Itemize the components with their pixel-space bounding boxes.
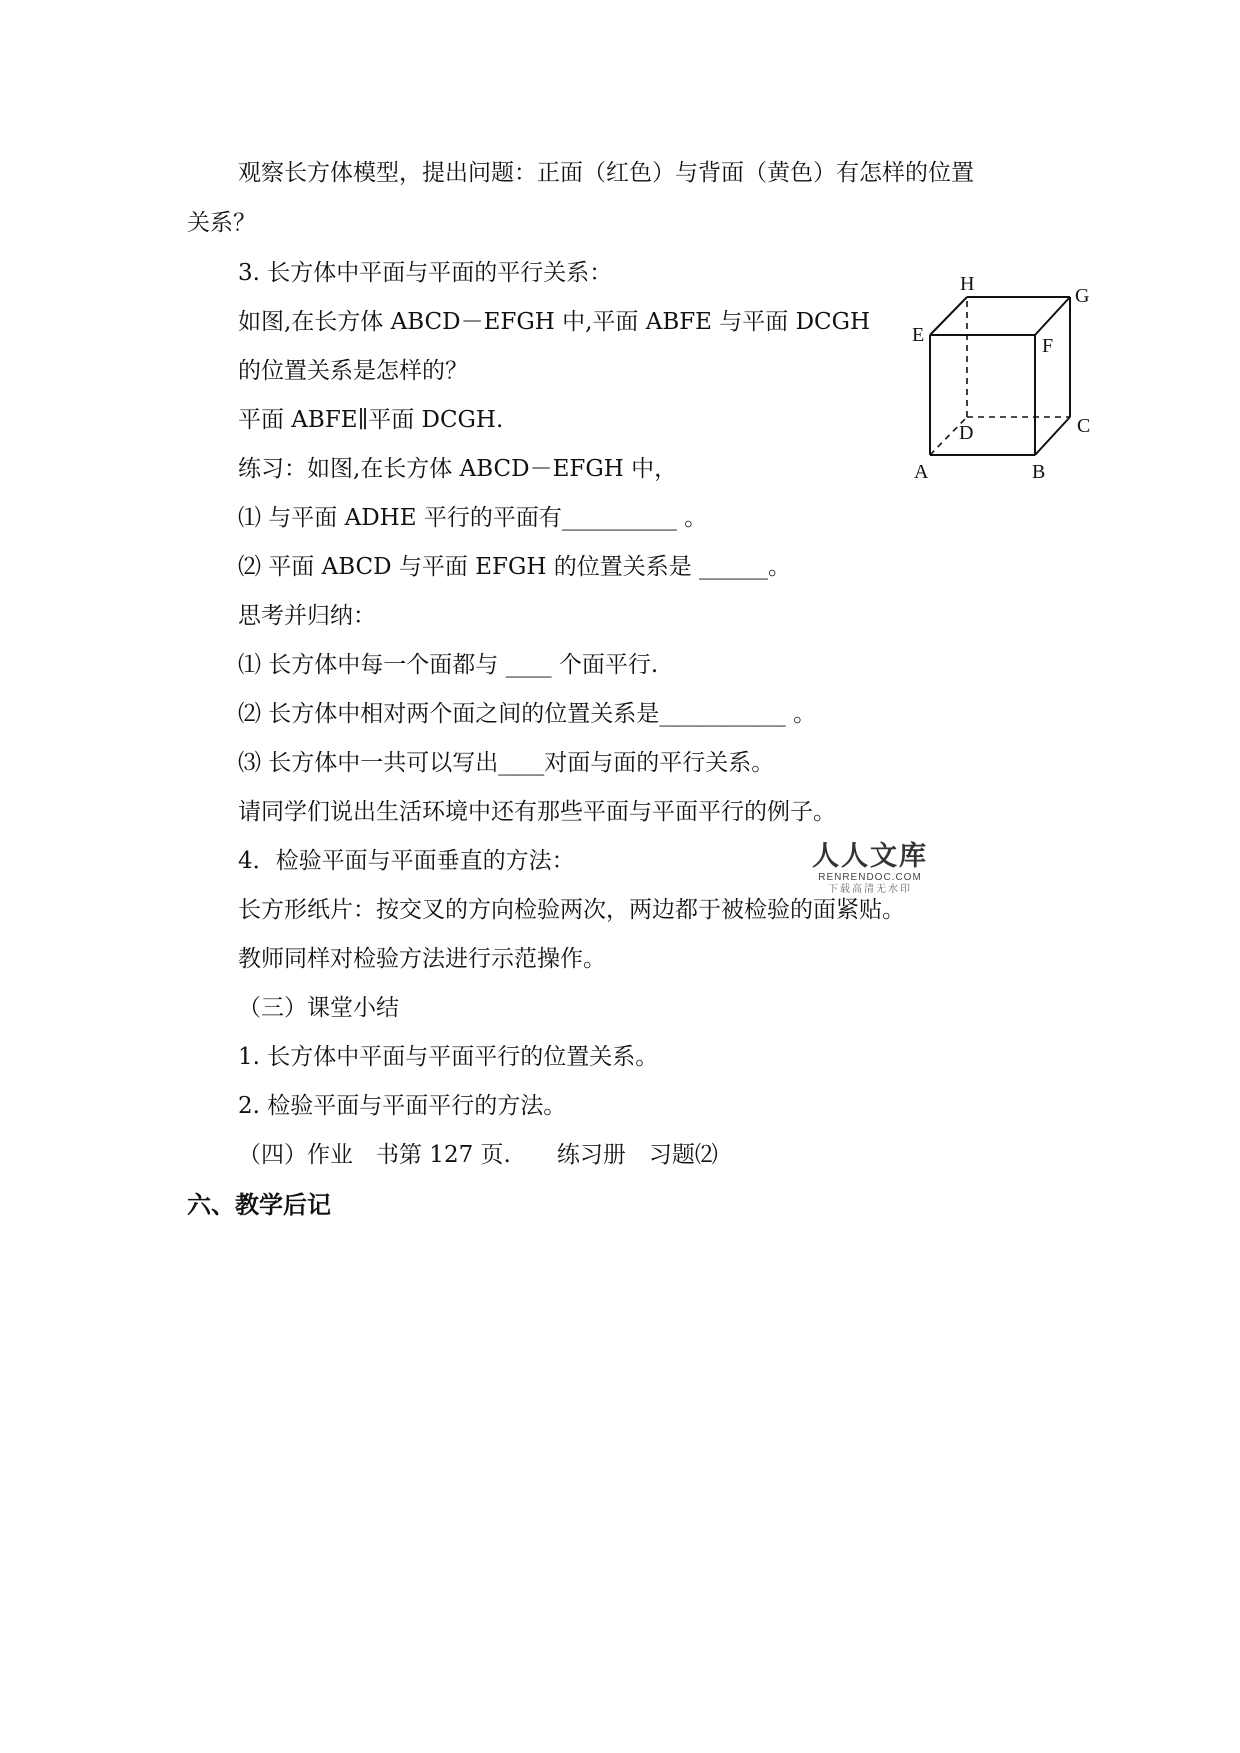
paragraph-line-2: 关系？ xyxy=(187,210,256,236)
vertex-label-H: H xyxy=(960,273,975,295)
summary-item-1: 1. 长方体中平面与平面平行的位置关系。 xyxy=(238,1044,659,1070)
vertex-label-C: C xyxy=(1077,415,1091,437)
edge-FG xyxy=(1035,297,1070,335)
vertex-label-A: A xyxy=(914,461,929,483)
section-4-title: 4．检验平面与平面垂直的方法： xyxy=(238,848,575,874)
exercise-item-2: ⑵ 平面 ABCD 与平面 EFGH 的位置关系是 ______。 xyxy=(238,554,792,580)
vertex-label-G: G xyxy=(1075,285,1090,307)
homework-line: （四）作业 书第 127 页. 练习册 习题⑵ xyxy=(238,1142,718,1168)
paragraph-line-5: 的位置关系是怎样的？ xyxy=(238,358,468,384)
exercise-item-1: ⑴ 与平面 ADHE 平行的平面有__________ 。 xyxy=(238,505,708,531)
paragraph-demo: 教师同样对检验方法进行示范操作。 xyxy=(238,946,606,972)
edge-EH xyxy=(930,297,967,335)
vertex-label-B: B xyxy=(1032,461,1046,483)
exercise-intro: 练习：如图,在长方体 ABCD－EFGH 中， xyxy=(238,456,678,482)
think-item-1: ⑴ 长方体中每一个面都与 ____ 个面平行. xyxy=(238,652,659,678)
vertex-label-E: E xyxy=(912,324,925,346)
vertex-label-F: F xyxy=(1042,335,1054,357)
watermark-domain: RENRENDOC.COM xyxy=(818,872,922,883)
cuboid-diagram xyxy=(910,272,1100,487)
think-item-3: ⑶ 长方体中一共可以写出____对面与面的平行关系。 xyxy=(238,750,775,776)
think-item-2: ⑵ 长方体中相对两个面之间的位置关系是___________ 。 xyxy=(238,701,817,727)
paragraph-examples: 请同学们说出生活环境中还有那些平面与平面平行的例子。 xyxy=(238,799,836,825)
watermark-tagline: 下载高清无水印 xyxy=(828,884,912,895)
paragraph-paper-method: 长方形纸片：按交叉的方向检验两次，两边都于被检验的面紧贴。 xyxy=(238,897,905,923)
section-3-title: 3. 长方体中平面与平面的平行关系： xyxy=(238,260,613,286)
section-heading-teaching-notes: 六、教学后记 xyxy=(187,1191,331,1219)
edge-BC xyxy=(1035,417,1070,455)
vertex-label-D: D xyxy=(959,422,974,444)
cuboid-figure xyxy=(910,272,1100,487)
summary-title: （三）课堂小结 xyxy=(238,995,399,1021)
paragraph-line-6: 平面 ABFE∥平面 DCGH. xyxy=(238,407,504,433)
think-summarize-title: 思考并归纳： xyxy=(238,603,376,629)
paragraph-line-4: 如图,在长方体 ABCD－EFGH 中,平面 ABFE 与平面 DCGH xyxy=(238,309,871,335)
watermark-logo xyxy=(800,842,940,896)
paragraph-line-1: 观察长方体模型，提出问题：正面（红色）与背面（黄色）有怎样的位置 xyxy=(238,160,974,186)
watermark-brand: 人人文库 xyxy=(812,841,928,872)
summary-item-2: 2. 检验平面与平面平行的方法。 xyxy=(238,1093,567,1119)
